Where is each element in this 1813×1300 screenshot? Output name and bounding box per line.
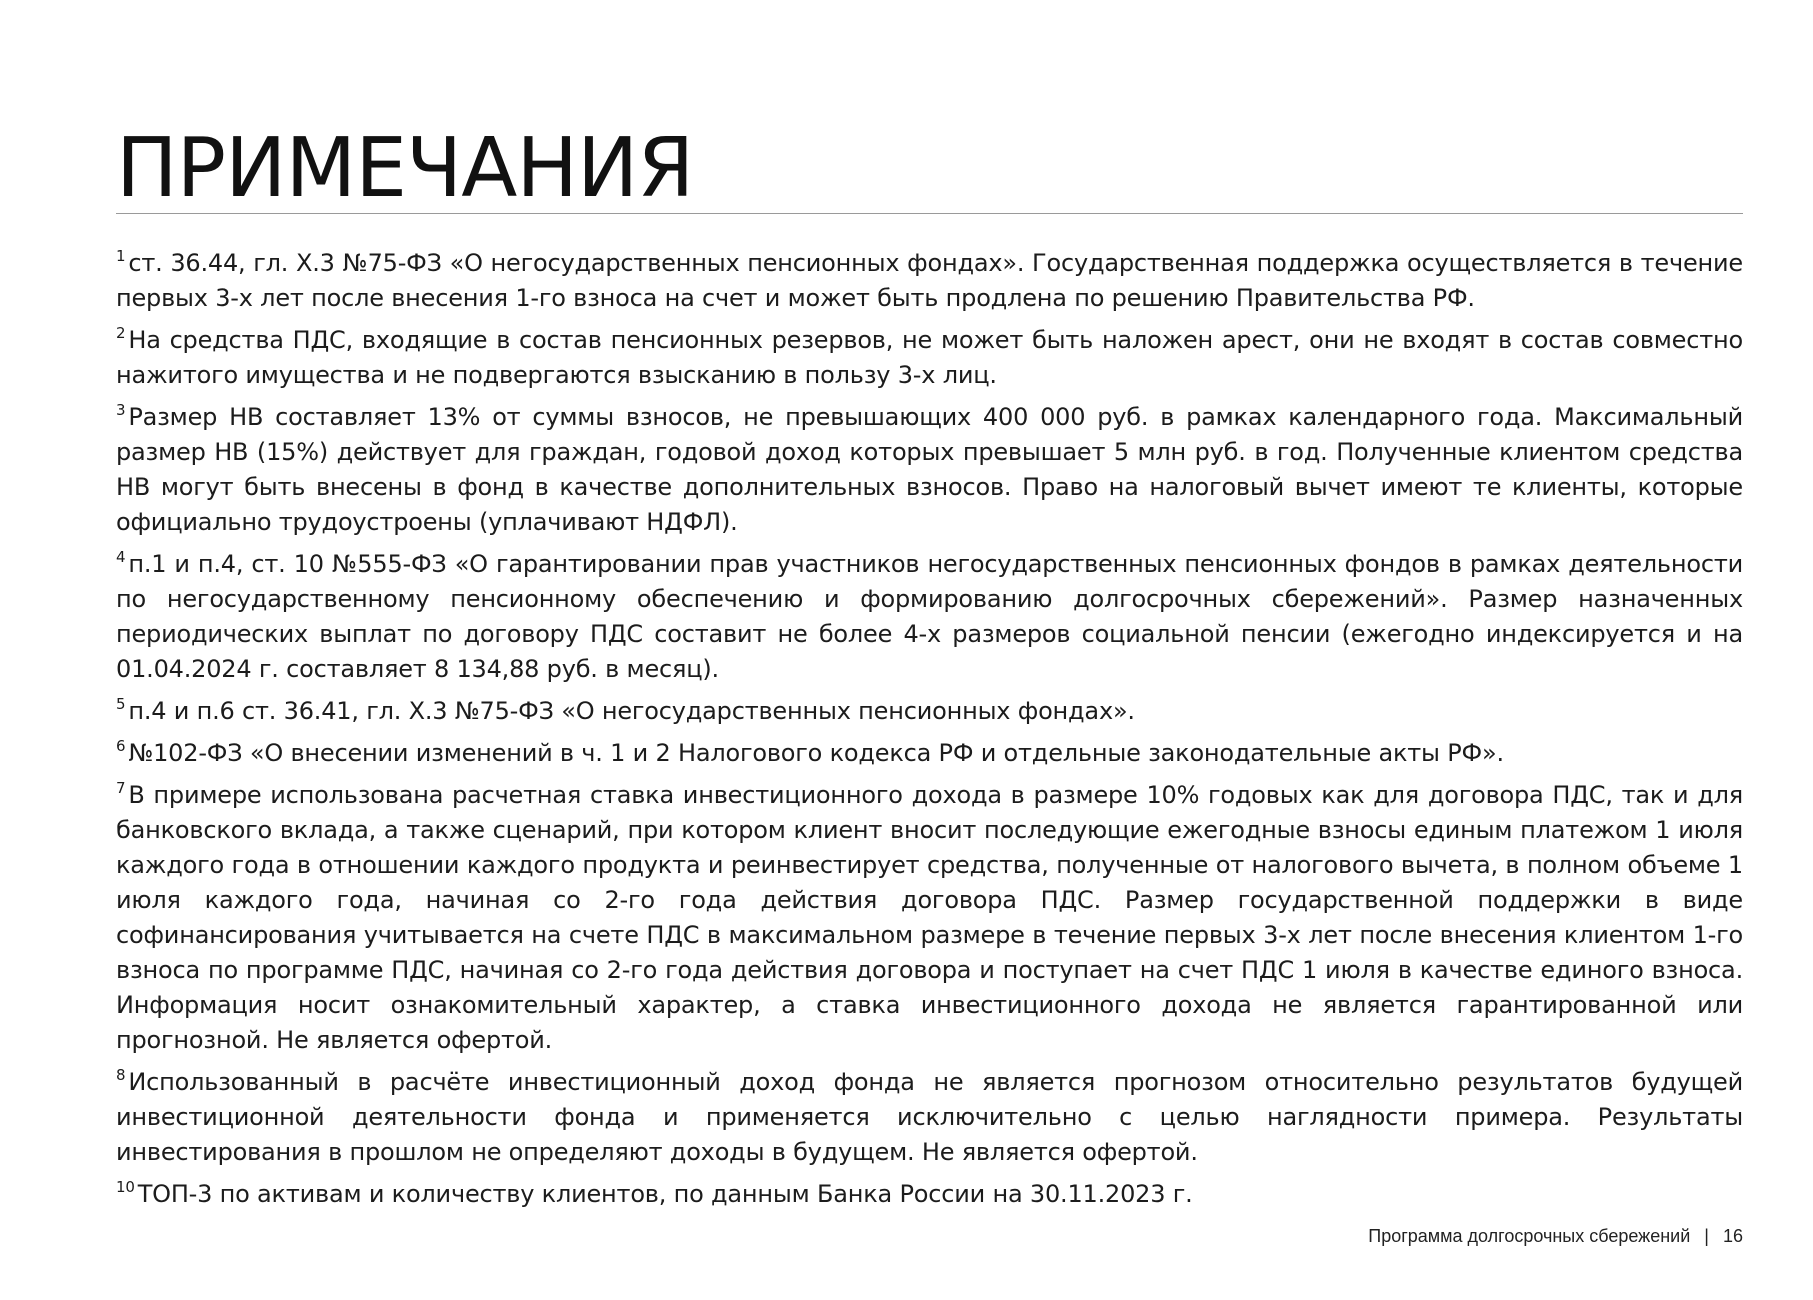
note-6-number: 6 [116, 737, 126, 755]
note-5 [116, 694, 1743, 729]
notes-list [116, 246, 1743, 1219]
note-3-text: Размер НВ составляет 13% от суммы взносов, не превышающих 400 000 руб. в рамках календарного года. Максимальный размер НВ (15%) действует для граждан, годовой доход которых превышает 5 млн руб. в год. Полученные клиентом средства НВ могут быть внесены в фонд в качестве дополнительных взносов. Право на налоговый вычет имеют те клиенты, которые официально трудоустроены (уплачивают НДФЛ). [116, 403, 1743, 536]
note-3 [116, 400, 1743, 540]
note-7-number: 7 [116, 779, 126, 797]
note-5-number: 5 [116, 695, 126, 713]
note-2 [116, 323, 1743, 393]
note-1 [116, 246, 1743, 316]
note-3-number: 3 [116, 401, 126, 419]
note-6 [116, 736, 1743, 771]
note-7 [116, 778, 1743, 1058]
page-title: ПРИМЕЧАНИЯ [116, 121, 694, 216]
note-6-text: №102-ФЗ «О внесении изменений в ч. 1 и 2 Налогового кодекса РФ и отдельные законодательные акты РФ». [128, 739, 1504, 767]
note-7-text: В примере использована расчетная ставка инвестиционного дохода в размере 10% годовых как для договора ПДС, так и для банковского вклада, а также сценарий, при котором клиент вносит последующие ежегодные взносы единым платежом 1 июля каждого года в отношении каждого продукта и реинвестирует средства, полученные от налогового вычета, в полном объеме 1 июля каждого года, начиная со 2-го года действия договора ПДС. Размер государственной поддержки в виде софинансирования учитывается на счете ПДС в максимальном размере в течение первых 3-х лет после внесения клиентом 1-го взноса по программе ПДС, начиная со 2-го года действия договора и поступает на счет ПДС 1 июля в качестве единого взноса. Информация носит ознакомительный характер, а ставка инвестиционного дохода не является гарантированной или прогнозной. Не является офертой. [116, 781, 1743, 1054]
page-footer [1368, 1226, 1743, 1247]
note-10-text: ТОП-3 по активам и количеству клиентов, по данным Банка России на 30.11.2023 г. [137, 1180, 1193, 1208]
note-4-text: п.1 и п.4, ст. 10 №555-ФЗ «О гарантировании прав участников негосударственных пенсионных фондов в рамках деятельности по негосударственному пенсионному обеспечению и формированию долгосрочных сбережений». Размер назначенных периодических выплат по договору ПДС составит не более 4-х размеров социальной пенсии (ежегодно индексируется и на 01.04.2024 г. составляет 8 134,88 руб. в месяц). [116, 550, 1743, 683]
note-1-text: ст. 36.44, гл. X.3 №75-ФЗ «О негосударственных пенсионных фондах». Государственная поддержка осуществляется в течение первых 3-х лет после внесения 1-го взноса на счет и может быть продлена по решению Правительства РФ. [116, 249, 1743, 312]
note-10-number: 10 [116, 1178, 135, 1196]
note-8-number: 8 [116, 1066, 126, 1084]
note-4-number: 4 [116, 548, 126, 566]
note-2-number: 2 [116, 324, 126, 342]
footer-separator: | [1704, 1226, 1709, 1246]
footer-program-name: Программа долгосрочных сбережений [1368, 1226, 1691, 1246]
note-2-text: На средства ПДС, входящие в состав пенсионных резервов, не может быть наложен арест, они не входят в состав совместно нажитого имущества и не подвергаются взысканию в пользу 3-х лиц. [116, 326, 1743, 389]
note-8 [116, 1065, 1743, 1170]
note-10 [116, 1177, 1743, 1212]
note-8-text: Использованный в расчёте инвестиционный доход фонда не является прогнозом относительно результатов будущей инвестиционной деятельности фонда и применяется исключительно с целью наглядности примера. Результаты инвестирования в прошлом не определяют доходы в будущем. Не является офертой. [116, 1068, 1743, 1166]
title-divider [116, 213, 1743, 214]
note-1-number: 1 [116, 247, 126, 265]
footer-page-number: 16 [1722, 1226, 1743, 1246]
note-5-text: п.4 и п.6 ст. 36.41, гл. X.3 №75-ФЗ «О негосударственных пенсионных фондах». [128, 697, 1135, 725]
note-4 [116, 547, 1743, 687]
